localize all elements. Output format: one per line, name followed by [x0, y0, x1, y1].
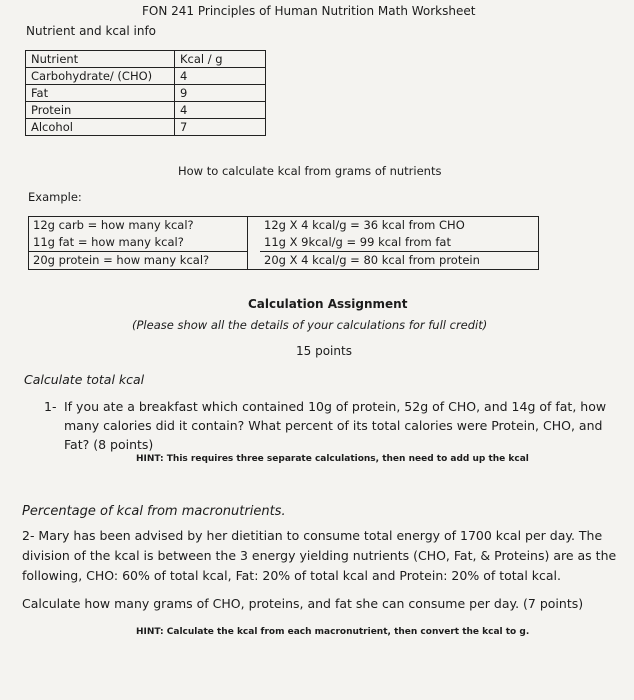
column-gap	[248, 234, 261, 252]
question-1	[44, 397, 616, 454]
table-cell: 9	[175, 85, 266, 102]
assignment-title: Calculation Assignment	[248, 297, 408, 311]
table-row	[26, 68, 266, 85]
table-cell: 20g X 4 kcal/g = 80 kcal from protein	[260, 252, 539, 270]
assignment-note: (Please show all the details of your calculations for full credit)	[132, 318, 488, 332]
table-row	[29, 217, 539, 235]
table-cell: Protein	[26, 102, 175, 119]
table-header-cell: Kcal / g	[175, 51, 266, 68]
table-cell: 11g fat = how many kcal?	[29, 234, 248, 252]
table-row	[26, 85, 266, 102]
table-cell: 11g X 9kcal/g = 99 kcal from fat	[260, 234, 539, 252]
section-subtitle: Nutrient and kcal info	[26, 24, 157, 38]
question-2-text: 2- Mary has been advised by her dietitian to consume total energy of 1700 kcal per day. The division of the kcal is between the 3 energy yielding nutrients (CHO, Fat, & Proteins) are as the following, CHO: 60% of total kcal, Fat: 20% of total kcal and Protein: 20% of total kcal.	[22, 528, 617, 583]
table-cell: 12g carb = how many kcal?	[29, 217, 248, 235]
question-1-text: If you ate a breakfast which contained 10g of protein, 52g of CHO, and 14g of fat, how many calories did it contain? What percent of its total calories were Protein, CHO, and Fat? (8 points)	[64, 399, 607, 452]
assignment-points: 15 points	[296, 344, 352, 358]
table-cell: Fat	[26, 85, 175, 102]
table-cell: 12g X 4 kcal/g = 36 kcal from CHO	[260, 217, 539, 235]
section1-heading: Calculate total kcal	[24, 372, 145, 387]
table-cell: 20g protein = how many kcal?	[29, 252, 248, 270]
question-1-hint: HINT: This requires three separate calculations, then need to add up the kcal	[136, 454, 529, 464]
table-row	[26, 102, 266, 119]
nutrient-table	[25, 50, 266, 136]
table-header-row	[26, 51, 266, 68]
table-cell: Carbohydrate/ (CHO)	[26, 68, 175, 85]
table-header-cell: Nutrient	[26, 51, 175, 68]
table-row	[26, 119, 266, 136]
column-gap	[248, 252, 261, 270]
table-cell: 4	[175, 68, 266, 85]
section2-heading: Percentage of kcal from macronutrients.	[22, 504, 286, 519]
example-label: Example:	[28, 190, 82, 204]
table-cell: 4	[175, 102, 266, 119]
worksheet-title: FON 241 Principles of Human Nutrition Math Worksheet	[142, 4, 476, 18]
column-gap	[248, 217, 261, 235]
question-2-hint: HINT: Calculate the kcal from each macronutrient, then convert the kcal to g.	[136, 627, 530, 637]
table-row	[29, 234, 539, 252]
howto-heading: How to calculate kcal from grams of nutrients	[178, 164, 442, 178]
table-row	[29, 252, 539, 270]
table-cell: Alcohol	[26, 119, 175, 136]
question-2-calculate: Calculate how many grams of CHO, proteins, and fat she can consume per day. (7 points)	[22, 596, 584, 611]
example-table	[28, 216, 539, 270]
table-cell: 7	[175, 119, 266, 136]
question-1-number: 1-	[44, 399, 57, 414]
